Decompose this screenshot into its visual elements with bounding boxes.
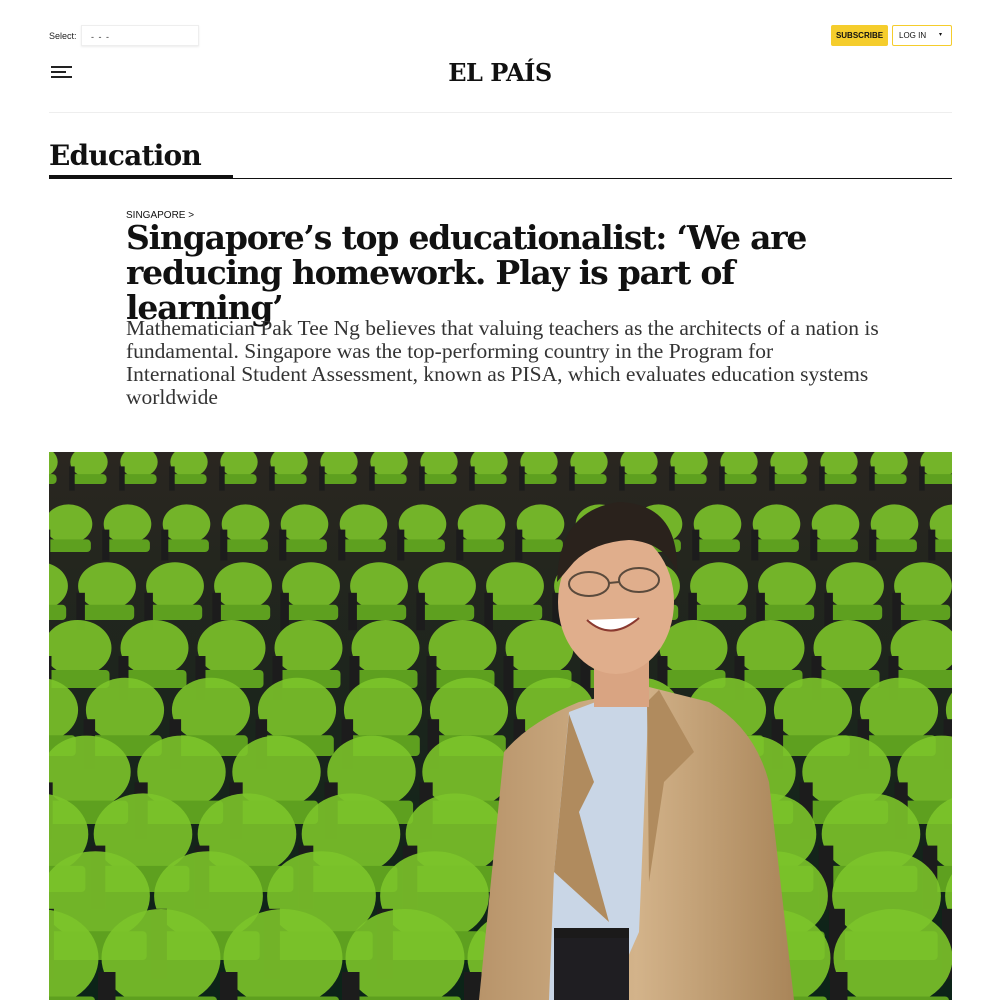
login-button[interactable] xyxy=(892,25,952,46)
caret-down-icon: ▾ xyxy=(938,32,942,38)
edition-select-label: Select: xyxy=(49,31,77,41)
top-bar xyxy=(49,25,952,47)
header-divider xyxy=(49,112,952,113)
subscribe-button[interactable]: SUBSCRIBE xyxy=(831,25,888,46)
section-underline xyxy=(49,175,233,179)
article-photo xyxy=(49,452,952,1000)
article-kicker[interactable]: SINGAPORE > xyxy=(126,210,195,221)
site-logo[interactable]: EL PAÍS xyxy=(448,58,552,87)
article-headline: Singapore’s top educationalist: ‘We are reducing homework. Play is part of learning’ xyxy=(126,218,807,327)
article-dek: Mathematician Pak Tee Ng believes that valuing teachers as the architects of a nation is fundamental. Singapore was the top-performing country in the Program for International Student Assessment, known as PISA, which evaluates education systems worldwide xyxy=(126,316,879,409)
login-label: LOG IN xyxy=(899,31,927,40)
edition-select[interactable]: - - - xyxy=(81,25,199,46)
section-title[interactable]: Education xyxy=(49,139,201,172)
